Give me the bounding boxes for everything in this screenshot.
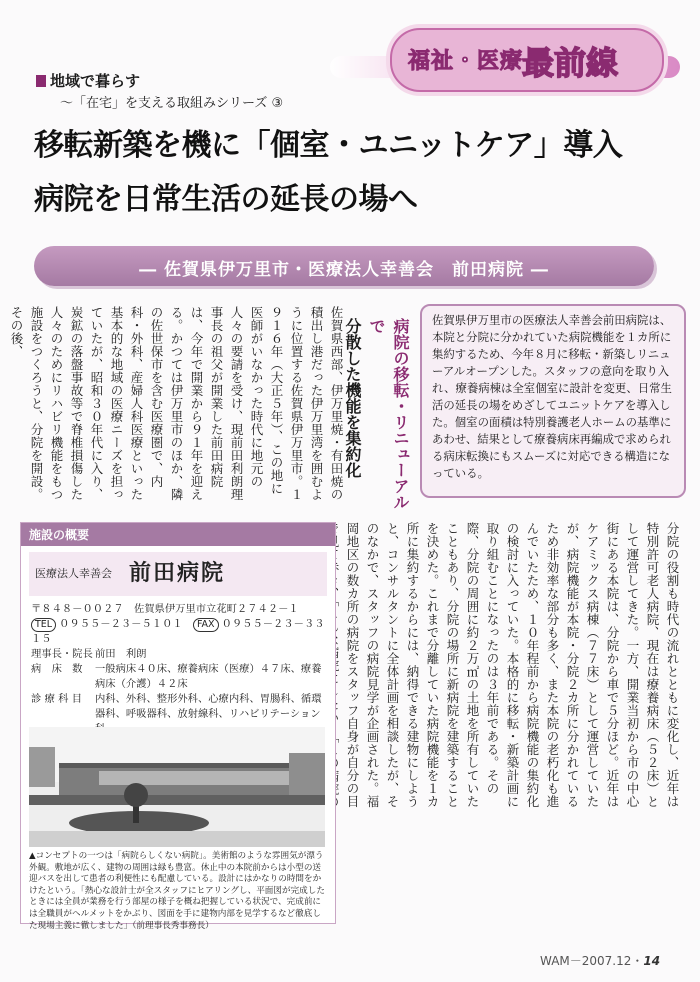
tel-tag: TEL bbox=[31, 618, 56, 632]
facility-name: 前田病院 bbox=[129, 561, 226, 586]
facility-contact bbox=[31, 617, 325, 647]
tel-number: ０９５５－２３－５１０１ bbox=[59, 618, 183, 630]
facility-corp: 医療法人幸善会 bbox=[35, 567, 112, 580]
info-value: 前田 利朗 bbox=[95, 648, 147, 660]
square-bullet-icon bbox=[36, 75, 46, 87]
info-key: 理事長・院長 bbox=[31, 648, 93, 660]
info-value: 一般病床４０床、療養病床（医療）４７床、療養病床（介護）４２床 bbox=[95, 663, 322, 690]
headline-line1: 移転新築を機に「個室・ユニットケア」導入 bbox=[34, 128, 623, 163]
body-text-lower: 分院の役割も時代の流れとともに変化し、近年は特別許可老人病院、現在は療養病床（５２床）として運営してきた。一方、開業当初から市の中心街にある本院は、分院から車で５分ほど。近年はケアミックス病棟（７７床）として運営していたが、病院機能が本院・分院２カ所に分かれているため非効率な部分も多く、また本院の老朽化も進んでいたため、１０年程前から病院機能の集約化の検討に入っていた。本格的に移転・新築計画に取り組むことになったのは３年前である。その際、分院の周囲に約２万㎡の土地を所有していたこともあり、分院の場所に新病院を建築することを決めた。これまで分離していた病院機能を１カ所に集約するからには、納得できる建物にしようと、コンサルタントに全体計画を相談したが、そのなかで、スタッフの病院見学が企画された。福岡地区の数カ所の病院をスタッフ自身が自分の目 bbox=[345, 522, 680, 808]
sub-heading bbox=[343, 318, 412, 518]
hospital-photo bbox=[29, 727, 325, 847]
location-text: ― 佐賀県伊万里市・医療法人幸善会 前田病院 ― bbox=[139, 260, 549, 280]
body-text-upper: 佐賀県西部、伊万里焼・有田焼の積出し港だった伊万里湾を囲むように位置する佐賀県伊万里市。１９１６年（大正５年）、この地に医師がいなかった時代に地元の人々の要請を受け、現前田利朗理事長の祖父が開業した前田病院は、今年で開業から９１年を迎える。かつては伊万里市のほか、隣の佐世保市を含む医療圏で、内科・外科、産婦人科医療といった基本的な地域の医療ニーズを担っていたが、昭和３０年代に入り、炭鉱の落盤事故等で脊椎損傷した人々のためにリハビリ機能をもつ施設をつくろうと、分院を開設。その後、 bbox=[9, 306, 344, 501]
fax-tag: FAX bbox=[193, 618, 219, 632]
fax-number: ０９５５－２３－３３１５ bbox=[31, 618, 325, 645]
footer-text: WAM－2007.12・ bbox=[540, 954, 644, 968]
info-key: 病 床 数 bbox=[31, 663, 83, 675]
section-label-part1: 福祉・医療 bbox=[408, 49, 524, 74]
info-key: 診 療 科 目 bbox=[31, 693, 83, 705]
section-label bbox=[330, 14, 690, 106]
series-subtitle: ～「在宅」を支える取組みシリーズ ③ bbox=[60, 96, 284, 111]
sub-heading-line2: 分散した機能を集約化 bbox=[343, 318, 362, 478]
sub-heading-line1: 病院の移転・リニューアルで bbox=[367, 318, 410, 510]
summary-box bbox=[420, 304, 686, 498]
facility-header: 施設の概要 bbox=[21, 523, 335, 546]
info-row bbox=[31, 662, 325, 692]
info-row bbox=[31, 647, 325, 662]
photo-caption: ▲コンセプトの一つは「病院らしくない病院」。美術館のような雰囲気が漂う外観。敷地が広く、建物の周囲は緑も豊富。休止中の本院前からは小型の送迎バスを出して患者の利便性にも配慮している。設計にはかなりの時間をかけたという。「熱心な設計士が全スタッフにヒアリングし、平面図が完成したときには全員が業務を行う部屋の様子を概ね把握している状況で、完成前には全職員がヘルメットをかぶり、図面を手に建物内部を見学するなど徹底した現場主義に徹しました」（前理事長秀事務長） bbox=[29, 851, 325, 931]
page-number: 14 bbox=[643, 954, 661, 968]
summary-text: 佐賀県伊万里市の医療法人幸善会前田病院は、本院と分院に分かれていた病院機能を１カ所に集約するため、今年８月に移転・新築しリニューアルオープンした。スタッフの意向を取り入れ、療養病棟は全室個室に設計を変更、日常生活の延長の場をめざしてユニットケアを導入した。個室の面積は特別養護老人ホームの基準にあわせ、結果として療養病床再編成で求められる病床転換にもスムーズに対応できる構造になっている。 bbox=[432, 313, 672, 480]
page-footer bbox=[540, 952, 660, 969]
series-title bbox=[36, 70, 140, 91]
location-banner bbox=[34, 246, 654, 286]
headline-line2: 病院を日常生活の延長の場へ bbox=[34, 182, 418, 217]
section-label-part2: 最前線 bbox=[522, 44, 619, 82]
info-value: 内科、外科、整形外科、心療内科、胃腸科、循環器科、呼吸器科、放射線科、リハビリテーション bbox=[95, 693, 322, 720]
series-title-text: 地域で暮らす bbox=[50, 72, 141, 90]
facility-box bbox=[20, 522, 336, 931]
facility-namebar bbox=[29, 552, 327, 596]
facility-address: 〒８４８－００２７ 佐賀県伊万里市立花町２７４２－１ bbox=[31, 603, 299, 615]
